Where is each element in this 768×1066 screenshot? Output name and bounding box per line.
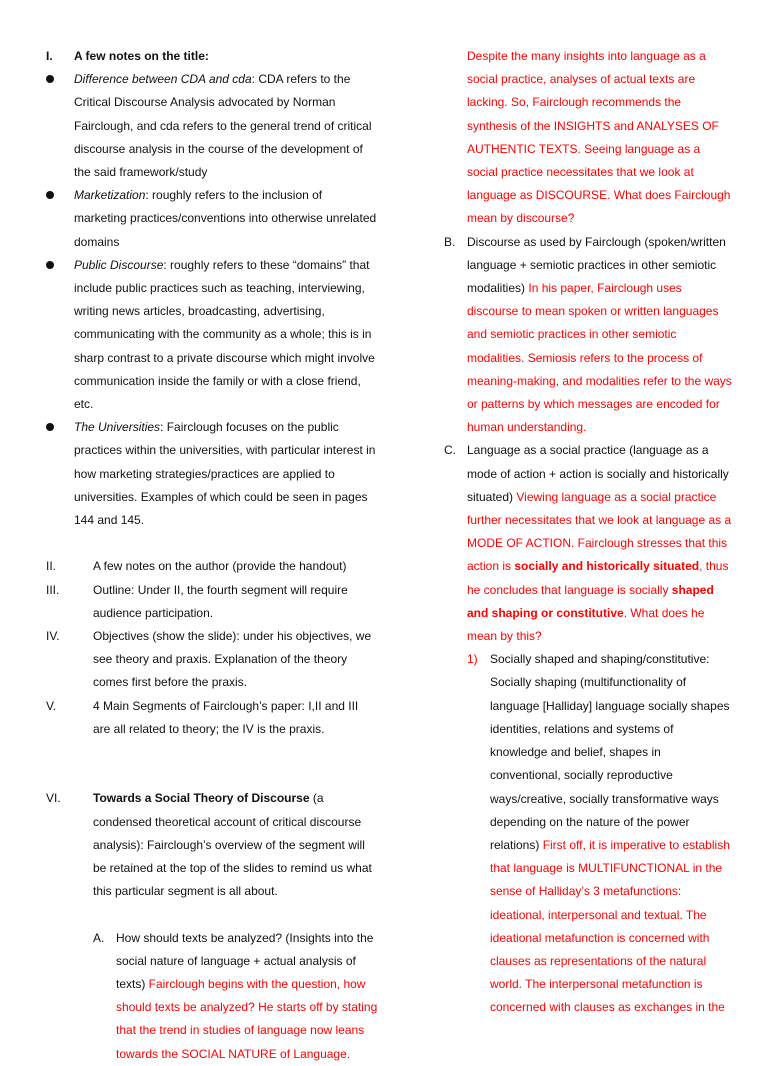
- bullet-text: : Fairclough focuses on the public practices within the universities, with particular interest in how marketing strategies/practices are applied to universities. Examples of which could be seen in pages 144 and 145.: [74, 420, 376, 528]
- subsection-note: Viewing language as a social practice further necessitates that we look at language as a MODE OF ACTION. Fairclough stresses that this action is: [467, 489, 732, 574]
- subsection-note: . What does he mean by this?: [467, 605, 705, 644]
- section-5: [46, 695, 378, 741]
- section-1-heading: [46, 45, 378, 68]
- bullet-icon: [46, 261, 54, 269]
- section-number: II.: [46, 559, 57, 574]
- section-number: III.: [46, 582, 60, 597]
- section-title: Towards a Social Theory of Discourse: [93, 791, 310, 806]
- bullet-item: [46, 184, 378, 254]
- spacer: [46, 532, 378, 555]
- section-number: V.: [46, 698, 57, 713]
- section-4: [46, 625, 378, 695]
- point-1: [444, 648, 734, 1019]
- section-text: Objectives (show the slide): under his objectives, we see theory and praxis. Explanation of the theory comes first before the praxis.: [93, 629, 372, 690]
- bullet-term: Public Discourse: [74, 257, 164, 272]
- left-column: [46, 45, 378, 1066]
- section-number: I.: [46, 49, 53, 63]
- subsection-text: How should texts be analyzed? (Insights into the social nature of language + actual analysis of texts): [116, 930, 374, 992]
- section-number: VI.: [46, 791, 61, 806]
- subsection-a: [46, 927, 378, 1066]
- bullet-term: The Universities: [74, 420, 161, 435]
- bullet-text: : roughly refers to the inclusion of marketing practices/conventions into otherwise unrelated domains: [74, 188, 377, 249]
- section-text: Outline: Under II, the fourth segment will require audience participation.: [93, 582, 348, 620]
- subsection-c: [444, 439, 734, 648]
- bullet-term: Marketization: [74, 188, 146, 203]
- section-text: A few notes on the author (provide the handout): [93, 559, 347, 574]
- spacer: [46, 903, 378, 926]
- bullet-icon: [46, 423, 54, 431]
- bullet-icon: [46, 75, 54, 83]
- section-text: (a condensed theoretical account of critical discourse analysis): Fairclough’s overview of the segment will be retained at the top of the slides to remind us what this particular segment is all about.: [93, 791, 372, 899]
- bullet-term: Difference between CDA and cda: [74, 72, 252, 87]
- point-note: First off, it is imperative to establish that language is MULTIFUNCTIONAL in the sense of Halliday’s 3 metafunctions: ideational, interpersonal and textual. The ideational metafunction is concerned with clauses as representations of the natural world. The interpersonal metafunction is concerned with clauses as exchanges in the: [490, 837, 730, 1015]
- spacer: [46, 764, 378, 787]
- bullet-item: [46, 68, 378, 184]
- subsection-note: Fairclough begins with the question, how should texts be analyzed? He starts off by stating that the trend in studies of language now leans towards the SOCIAL NATURE of Language.: [116, 977, 378, 1061]
- bullet-text: : roughly refers to these “domains” that include public practices such as teaching, interviewing, writing news articles, broadcasting, advertising, communicating with the community as a whole; this is in sharp contrast to a private discourse which might involve communication inside the family or with a close friend, etc.: [74, 257, 375, 412]
- subsection-note: In his paper, Fairclough uses discourse to mean spoken or written languages and semiotic practices in other semiotic modalities. Semiosis refers to the process of meaning-making, and modalities refer to the ways or patterns by which messages are encoded for human understanding.: [467, 281, 732, 435]
- section-3: [46, 579, 378, 625]
- subsection-note: , thus he concludes that language is socially: [467, 559, 729, 597]
- point-text: Socially shaped and shaping/constitutive: Socially shaping (multifunctionality of language [Halliday] language socially shapes identities, relations and systems of knowledge and belief, shapes in conventional, socially reproductive ways/creative, socially transformative ways depending on the nature of the power relations): [490, 652, 730, 852]
- subsection-letter: C.: [444, 443, 456, 458]
- point-number: 1): [467, 652, 478, 667]
- bullet-item: [46, 254, 378, 416]
- bullet-text: : CDA refers to the Critical Discourse Analysis advocated by Norman Fairclough, and cda refers to the general trend of critical discourse analysis in the course of the development of the said framework/study: [74, 72, 372, 180]
- section-title: A few notes on the title:: [74, 49, 209, 63]
- bullet-icon: [46, 191, 54, 199]
- subsection-b: [444, 231, 734, 440]
- subsection-text: Discourse as used by Fairclough (spoken/written language + semiotic practices in other semiotic modalities): [467, 234, 726, 296]
- section-number: IV.: [46, 629, 60, 644]
- subsection-text: Language as a social practice (language as a mode of action + action is socially and historically situated): [467, 443, 729, 504]
- subsection-letter: A.: [93, 930, 105, 945]
- emphasis: shaped and shaping or constitutive: [467, 582, 714, 620]
- subsection-a-continued: Despite the many insights into language as a social practice, analyses of actual texts are lacking. So, Fairclough recommends the synthesis of the INSIGHTS and ANALYSES OF AUTHENTIC TEXTS. Seeing language as a social practice necessitates that we look at language as DISCOURSE. What does Fairclough mean by discourse?: [467, 49, 731, 226]
- subsection-letter: B.: [444, 234, 456, 249]
- section-text: 4 Main Segments of Fairclough’s paper: I,II and III are all related to theory; the IV is the praxis.: [93, 698, 359, 736]
- right-column: [444, 45, 734, 1020]
- bullet-item: [46, 416, 378, 532]
- emphasis: socially and historically situated: [514, 559, 700, 574]
- section-6: [46, 787, 378, 903]
- spacer: [46, 741, 378, 764]
- section-2: [46, 555, 378, 578]
